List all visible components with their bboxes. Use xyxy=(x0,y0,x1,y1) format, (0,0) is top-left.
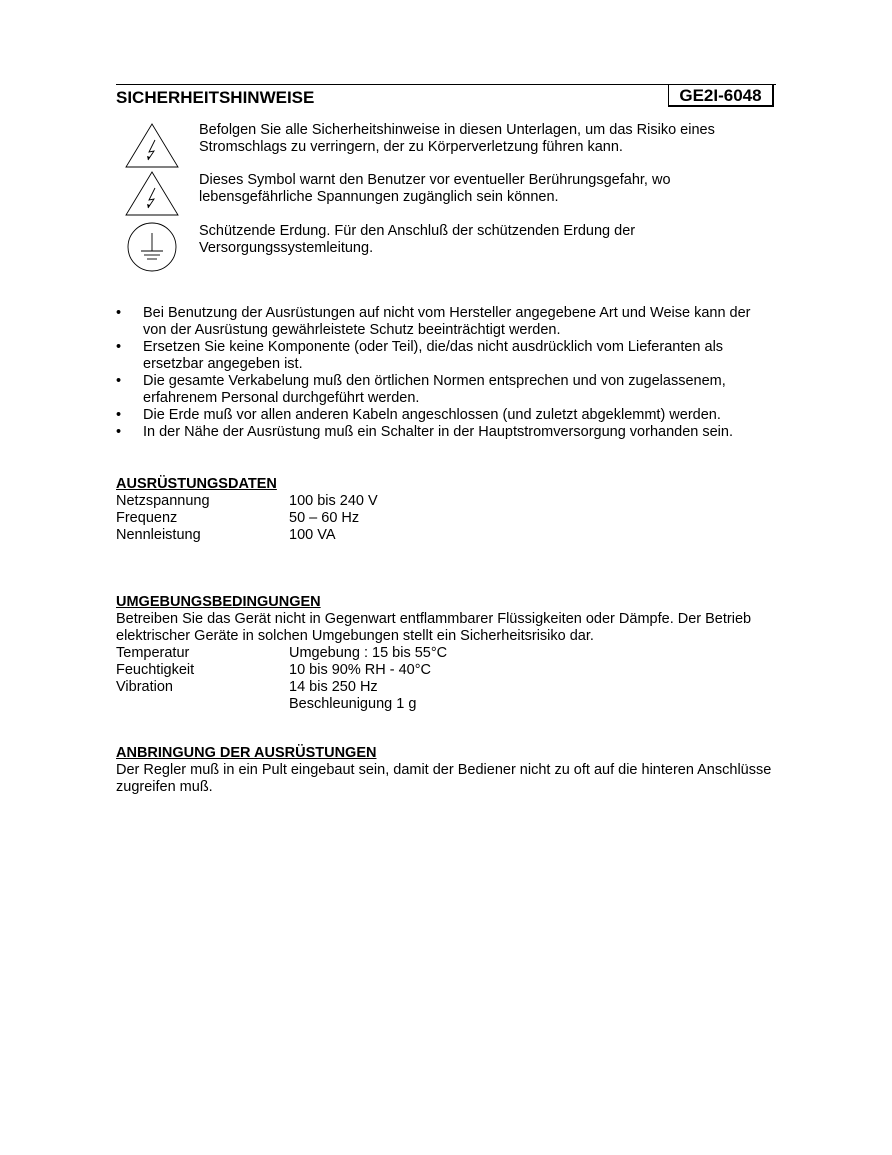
spec-value: 100 bis 240 V xyxy=(289,493,378,509)
protective-earth-icon xyxy=(124,221,180,278)
bullet-text: In der Nähe der Ausrüstung muß ein Schalter in der Hauptstromversorgung vorhanden sein. xyxy=(143,424,733,440)
bullet-marker: • xyxy=(116,305,122,321)
spec-value: 100 VA xyxy=(289,527,336,543)
bullet-text: Die gesamte Verkabelung muß den örtlichen Normen entsprechen und von zugelassenem, erfahrenem Personal durchgeführt werden. xyxy=(143,373,726,406)
spec-row xyxy=(116,493,776,510)
list-item xyxy=(116,305,776,339)
environment-section xyxy=(116,594,776,713)
list-item xyxy=(116,373,776,407)
page-title: SICHERHEITSHINWEISE xyxy=(116,88,315,107)
electric-shock-warning-icon xyxy=(124,170,180,223)
bullet-marker: • xyxy=(116,407,122,423)
spec-value: Umgebung : 15 bis 55°C xyxy=(289,645,448,661)
page-header xyxy=(116,84,776,109)
spec-value: 50 – 60 Hz xyxy=(289,510,360,526)
bullet-text: Ersetzen Sie keine Komponente (oder Teil), die/das nicht ausdrücklich vom Lieferanten als ersetzbar angegeben ist. xyxy=(143,339,724,372)
symbol-description: Befolgen Sie alle Sicherheitshinweise in diesen Unterlagen, um das Risiko eines Stromschlags zu verringern, der zu Körperverletzung führen kann. xyxy=(199,122,715,155)
spec-value: Beschleunigung 1 g xyxy=(289,696,417,712)
spec-value: 10 bis 90% RH - 40°C xyxy=(289,662,431,678)
spec-label: Netzspannung xyxy=(116,493,210,509)
spec-row xyxy=(116,645,776,662)
bullet-marker: • xyxy=(116,339,122,355)
spec-row xyxy=(116,662,776,679)
bullet-text: Bei Benutzung der Ausrüstungen auf nicht vom Hersteller angegebene Art und Weise kann der von der Ausrüstung gewährleistete Schutz beeinträchtigt werden. xyxy=(143,305,751,338)
spec-label: Temperatur xyxy=(116,645,190,661)
spec-label xyxy=(116,696,289,713)
document-page xyxy=(116,84,776,795)
bullet-marker: • xyxy=(116,424,122,440)
spec-label: Vibration xyxy=(116,679,173,695)
list-item xyxy=(116,424,776,441)
spec-row xyxy=(116,696,776,713)
document-code: GE2I-6048 xyxy=(668,85,774,107)
equipment-data-section xyxy=(116,476,776,544)
spec-label: Feuchtigkeit xyxy=(116,662,195,678)
spec-row xyxy=(116,527,776,544)
electric-shock-warning-icon xyxy=(124,122,180,175)
spec-label: Frequenz xyxy=(116,510,178,526)
spec-label: Nennleistung xyxy=(116,527,201,543)
list-item xyxy=(116,339,776,373)
spec-row xyxy=(116,679,776,696)
list-item xyxy=(116,407,776,424)
spec-row xyxy=(116,510,776,527)
bullet-marker: • xyxy=(116,373,122,389)
section-title: AUSRÜSTUNGSDATEN xyxy=(116,476,277,492)
spec-value: 14 bis 250 Hz xyxy=(289,679,378,695)
mounting-section xyxy=(116,745,776,796)
safety-bullet-list xyxy=(116,305,776,441)
symbol-description: Dieses Symbol warnt den Benutzer vor eventueller Berührungsgefahr, wo lebensgefährliche Spannungen zugänglich sein können. xyxy=(199,172,671,205)
symbol-description: Schützende Erdung. Für den Anschluß der schützenden Erdung der Versorgungssystemleitung. xyxy=(199,223,636,256)
mounting-text: Der Regler muß in ein Pult eingebaut sein, damit der Bediener nicht zu oft auf die hinteren Anschlüsse zugreifen muß. xyxy=(116,762,772,795)
environment-intro: Betreiben Sie das Gerät nicht in Gegenwart entflammbarer Flüssigkeiten oder Dämpfe. Der Betrieb elektrischer Geräte in solchen Umgebungen stellt ein Sicherheitsrisiko dar. xyxy=(116,611,752,644)
bullet-text: Die Erde muß vor allen anderen Kabeln angeschlossen (und zuletzt abgeklemmt) werden. xyxy=(143,407,721,423)
section-title: UMGEBUNGSBEDINGUNGEN xyxy=(116,594,321,610)
section-title: ANBRINGUNG DER AUSRÜSTUNGEN xyxy=(116,745,377,761)
